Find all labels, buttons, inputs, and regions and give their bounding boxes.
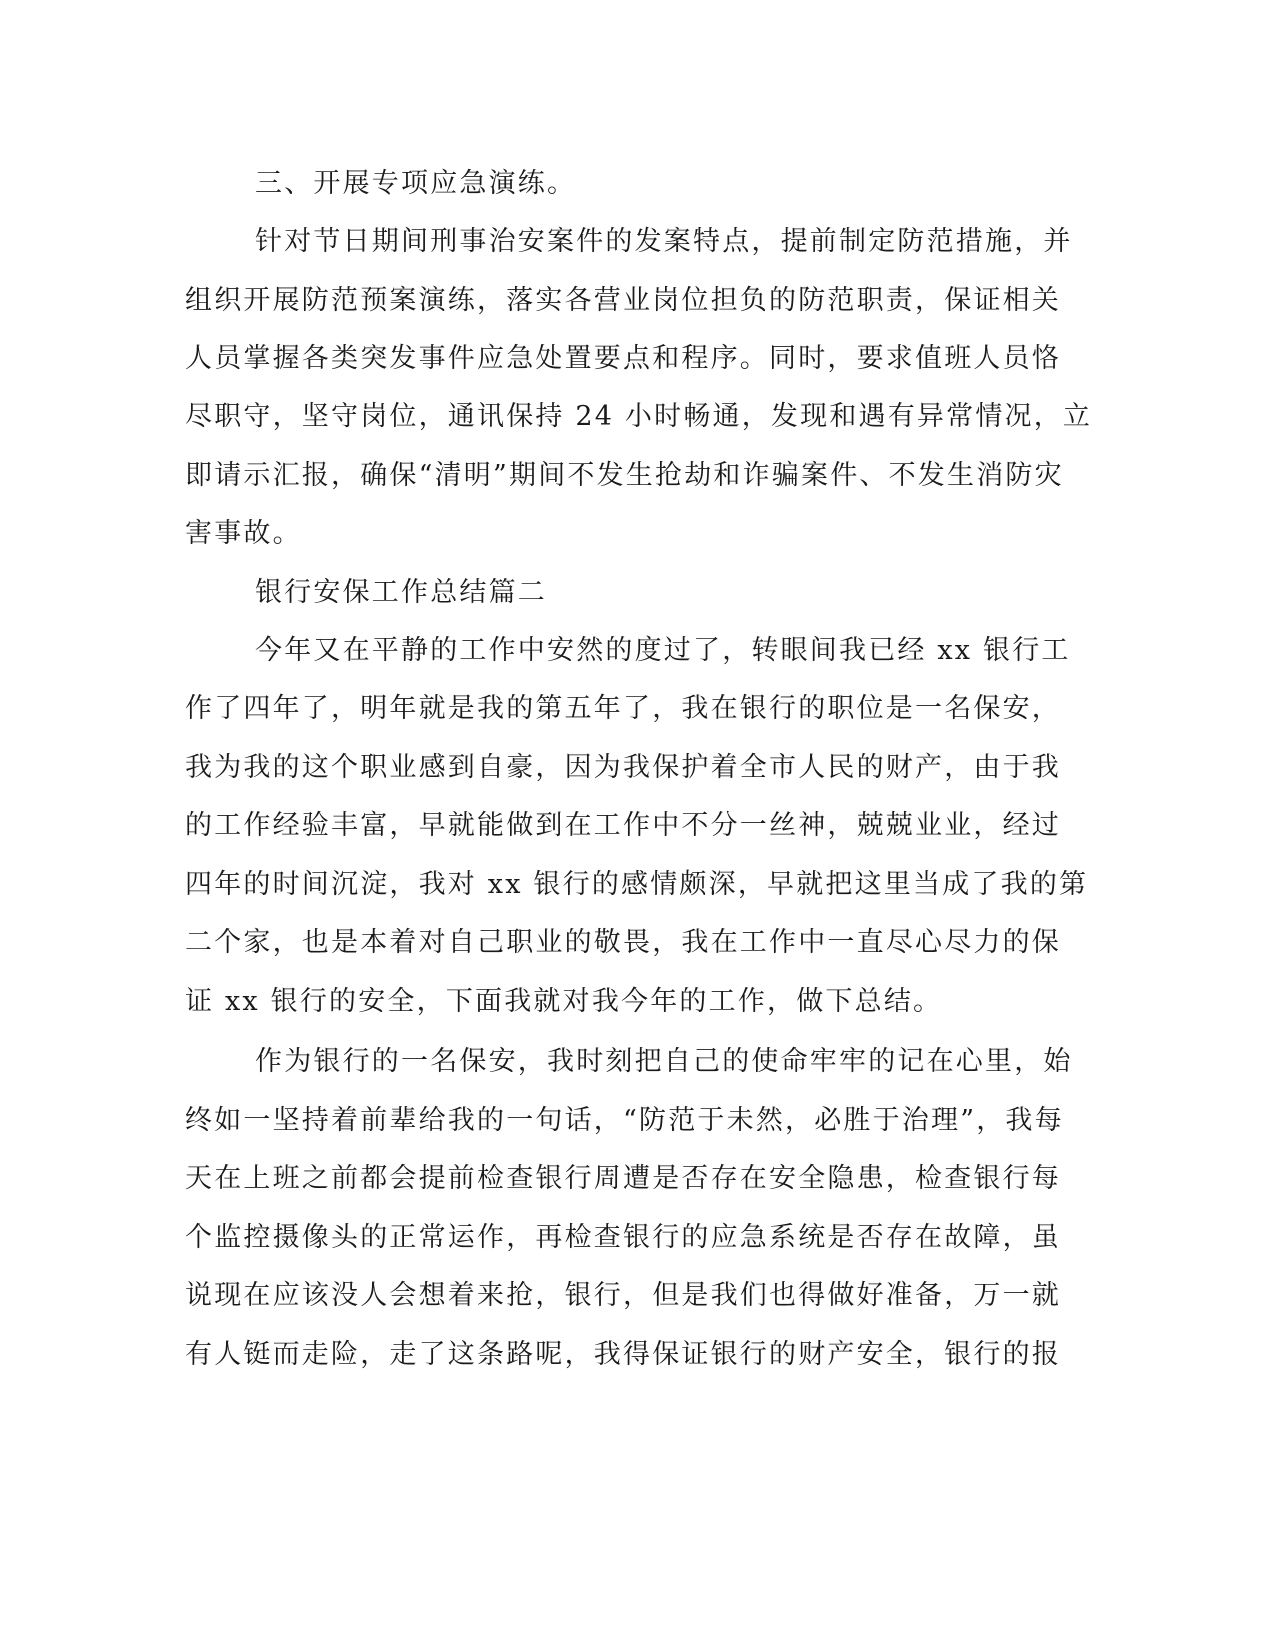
paragraph-line: 尽职守，坚守岗位，通讯保持 24 小时畅通，发现和遇有异常情况，立 xyxy=(185,401,1093,432)
paragraph-line: 组织开展防范预案演练，落实各营业岗位担负的防范职责，保证相关 xyxy=(185,285,1061,316)
paragraph-line: 有人铤而走险，走了这条路呢，我得保证银行的财产安全，银行的报 xyxy=(185,1339,1061,1370)
paragraph-line: 人员掌握各类突发事件应急处置要点和程序。同时，要求值班人员恪 xyxy=(185,343,1061,374)
paragraph-line: 害事故。 xyxy=(185,518,302,549)
paragraph-line: 天在上班之前都会提前检查银行周遭是否存在安全隐患，检查银行每 xyxy=(185,1163,1061,1194)
paragraph-line: 证 xx 银行的安全，下面我就对我今年的工作，做下总结。 xyxy=(185,986,943,1017)
paragraph-line: 即请示汇报，确保“清明”期间不发生抢劫和诈骗案件、不发生消防灾 xyxy=(185,460,1064,491)
paragraph-line: 针对节日期间刑事治安案件的发案特点，提前制定防范措施，并 xyxy=(255,226,1073,257)
paragraph-line: 终如一坚持着前辈给我的一句话，“防范于未然，必胜于治理”，我每 xyxy=(185,1105,1064,1136)
paragraph-line: 说现在应该没人会想着来抢，银行，但是我们也得做好准备，万一就 xyxy=(185,1280,1061,1311)
paragraph-line: 我为我的这个职业感到自豪，因为我保护着全市人民的财产，由于我 xyxy=(185,752,1061,783)
paragraph-line: 今年又在平静的工作中安然的度过了，转眼间我已经 xx 银行工 xyxy=(255,635,1071,666)
article-title: 银行安保工作总结篇二 xyxy=(255,577,547,608)
section-heading-3: 三、开展专项应急演练。 xyxy=(255,168,577,199)
paragraph-line: 作为银行的一名保安，我时刻把自己的使命牢牢的记在心里，始 xyxy=(255,1046,1073,1077)
paragraph-line: 的工作经验丰富，早就能做到在工作中不分一丝神，兢兢业业，经过 xyxy=(185,810,1061,841)
paragraph-line: 二个家，也是本着对自己职业的敬畏，我在工作中一直尽心尽力的保 xyxy=(185,927,1061,958)
paragraph-line: 四年的时间沉淀，我对 xx 银行的感情颇深，早就把这里当成了我的第 xyxy=(185,869,1089,900)
paragraph-line: 作了四年了，明年就是我的第五年了，我在银行的职位是一名保安， xyxy=(185,693,1061,724)
paragraph-line: 个监控摄像头的正常运作，再检查银行的应急系统是否存在故障，虽 xyxy=(185,1222,1061,1253)
